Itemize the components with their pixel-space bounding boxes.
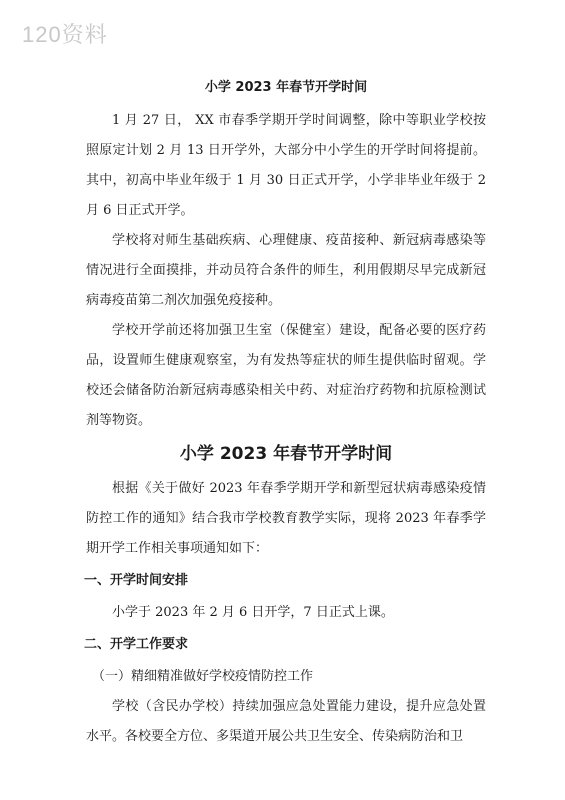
section2-heading: 二、开学工作要求 xyxy=(84,637,189,652)
document-page xyxy=(86,78,486,752)
article2-title: 小学 2023 年春节开学时间 xyxy=(179,444,393,464)
article1-paragraph: 1 月 27 日， XX 市春季学期开学时间调整，除中等职业学校按照原定计划 2 月 13 日开学外，大部分中小学生的开学时间将提前。其中，初高中毕业年级于 1 月 30 日正式开学，小学非毕业年级于 2 月 6 日正式开学。 xyxy=(86,113,486,218)
section1-text: 小学于 2023 年 2 月 6 日开学，7 日正式上课。 xyxy=(112,605,394,620)
watermark-logo: 120资料 xyxy=(22,22,108,47)
subsection1-heading: （一）精细精准做好学校疫情防控工作 xyxy=(92,669,314,684)
article1-title: 小学 2023 年春节开学时间 xyxy=(204,80,368,95)
section1-heading: 一、开学时间安排 xyxy=(84,573,189,588)
article1-paragraph: 学校开学前还将加强卫生室（保健室）建设，配备必要的医疗药品，设置师生健康观察室，为有发热等症状的师生提供临时留观。学校还会储备防治新冠病毒感染相关中药、对症治疗药物和抗原检测试剂等物资。 xyxy=(86,323,486,428)
subsection1-text: 学校（含民办学校）持续加强应急处置能力建设，提升应急处置水平。各校要全方位、多渠道开展公共卫生安全、传染病防治和卫 xyxy=(86,699,486,744)
article2-intro: 根据《关于做好 2023 年春季学期开学和新型冠状病毒感染疫情防控工作的通知》结合我市学校教育教学实际，现将 2023 年春季学期开学工作相关事项通知如下： xyxy=(86,481,486,556)
article1-paragraph: 学校将对师生基础疾病、心理健康、疫苗接种、新冠病毒感染等情况进行全面摸排，并动员符合条件的师生，利用假期尽早完成新冠病毒疫苗第二剂次加强免疫接种。 xyxy=(86,233,486,308)
